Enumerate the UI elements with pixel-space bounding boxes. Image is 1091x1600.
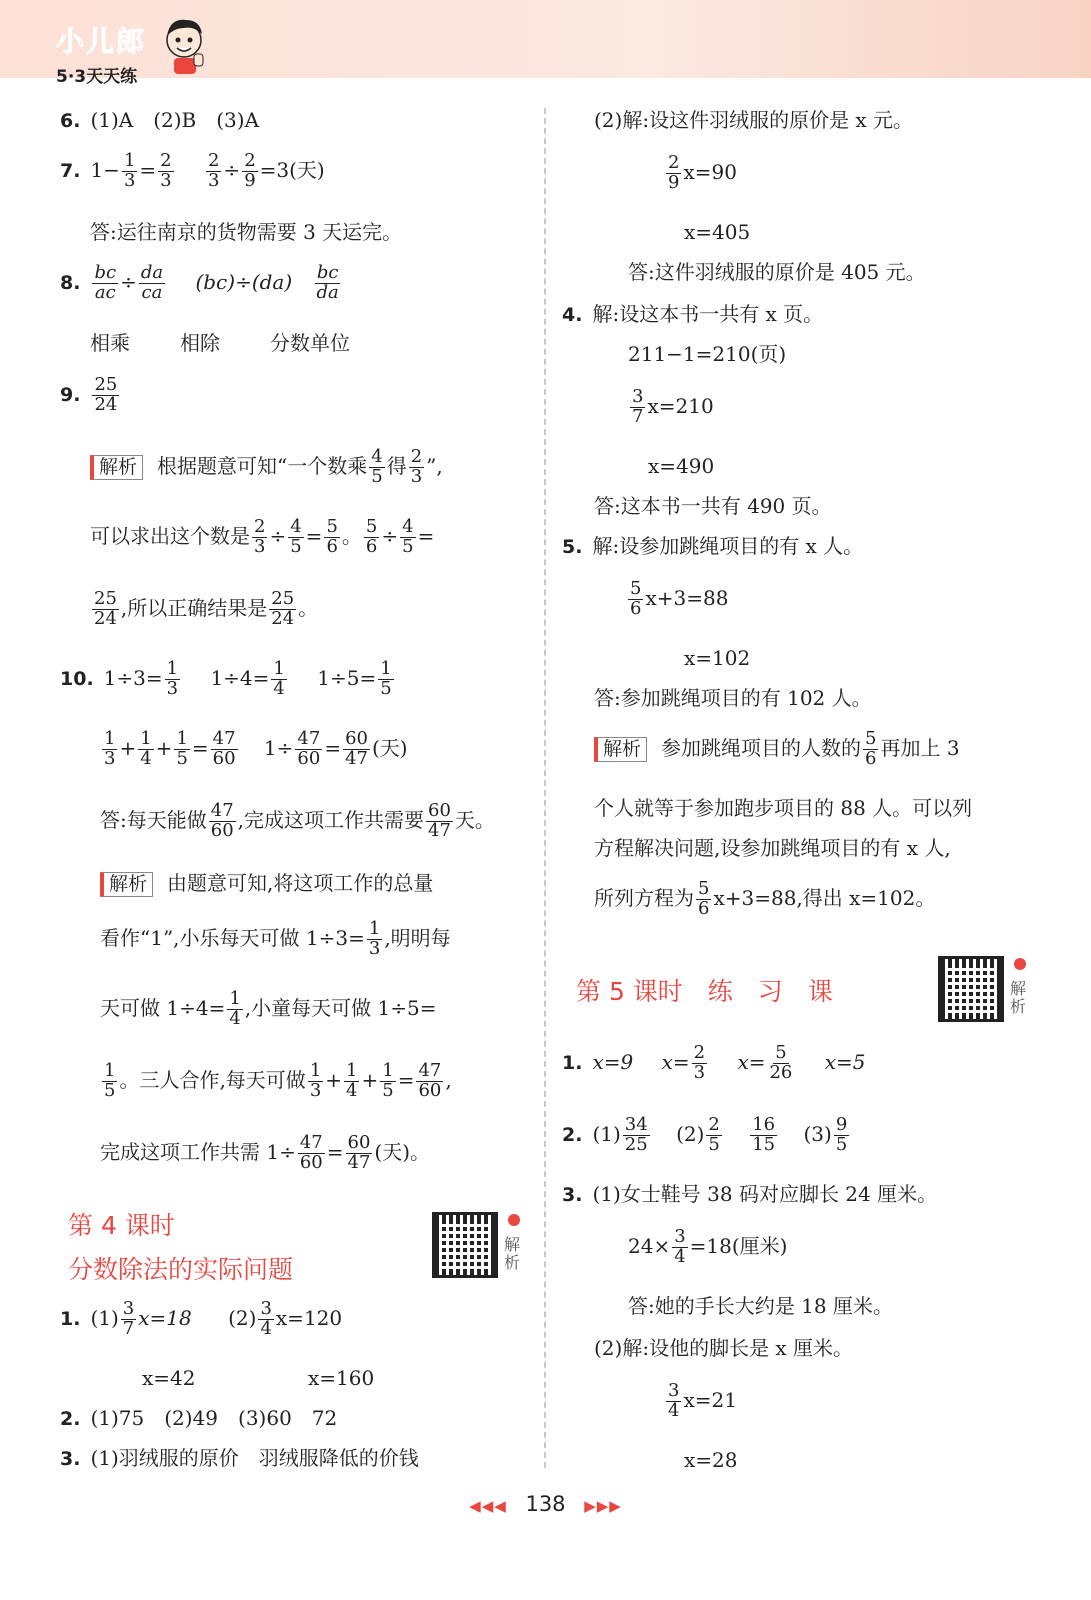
q10-analysis-line1: 解析 由题意可知,将这项工作的总量 [100, 872, 433, 897]
page-number: 138 [525, 1492, 566, 1516]
rq5-analysis-line4: 所列方程为 $\frac{5}{6}$ x+3=88,得出 x=102。 [594, 878, 936, 919]
rq4-answer: 答:这本书一共有 490 页。 [594, 494, 832, 518]
rq5-line3: x=102 [684, 646, 751, 670]
q9-analysis-line1: 解析 根据题意可知“一个数乘 $\frac{4}{5}$ 得 $\frac{2}{3}$ ”, [90, 448, 443, 487]
q9-analysis-line3: $\frac{25}{24}$ ,所以正确结果是 $\frac{25}{24}$ 。 [94, 588, 319, 629]
q10-line1: 10. 1÷3= $\frac{1}{3}$ 1÷4= $\frac{1}{4}$ 1÷5= $\frac{1}{5}$ [60, 658, 392, 699]
l4q1-result1: x=42 [142, 1366, 196, 1390]
q10-line2: $\frac{1}{3}$ + $\frac{1}{4}$ + $\frac{1}{5}$ = $\frac{47}{60}$ 1÷ $\frac{47}{60}$ = $\frac{60}{47}$ (天) [104, 728, 408, 769]
lesson5-title: 第 5 课时 练 习 课 [576, 977, 833, 1006]
rq4-line4: x=490 [648, 454, 715, 478]
rq4-line1: 4. 解:设这本书一共有 x 页。 [562, 302, 824, 326]
series-name: 5·3天天练 [56, 67, 138, 87]
qr-label: 解析 [504, 1235, 521, 1273]
r-eq2: x=405 [684, 220, 751, 244]
q8-words: 相乘 相除 分数单位 [90, 331, 350, 355]
l5q3-line4: (2)解:设他的脚长是 x 厘米。 [594, 1336, 854, 1360]
l5q3-line5: $\frac{3}{4}$ x=21 [668, 1380, 737, 1421]
analysis-tag: 解析 [90, 455, 143, 480]
rq5-answer: 答:参加跳绳项目的有 102 人。 [594, 686, 872, 710]
l5q3-line6: x=28 [684, 1448, 738, 1472]
lesson4-subtitle: 分数除法的实际问题 [68, 1255, 294, 1284]
analysis-tag: 解析 [594, 737, 647, 762]
l4q1-line1: 1. (1) $\frac{3}{7}$ x=18 (2) $\frac{3}{4}$ x=120 [60, 1298, 343, 1339]
q8-equation: 8. $\frac{bc}{ac}$ ÷ $\frac{da}{ca}$ (bc)÷(da) $\frac{bc}{da}$ [60, 262, 339, 303]
rq5-line2: $\frac{5}{6}$ x+3=88 [630, 578, 729, 619]
play-dot-icon [1014, 958, 1026, 970]
q10-analysis-line4: $\frac{1}{5}$ 。三人合作,每天可做 $\frac{1}{3}$ + $\frac{1}{4}$ + $\frac{1}{5}$ = $\frac{47}{60}$ , [104, 1060, 452, 1101]
qr-code-icon[interactable] [938, 956, 1004, 1022]
l5q2: 2. (1) $\frac{34}{25}$ (2) $\frac{2}{5}$ $\frac{16}{15}$ (3) $\frac{9}{5}$ [562, 1114, 848, 1155]
q10-analysis-line5: 完成这项工作共需 1÷ $\frac{47}{60}$ = $\frac{60}{47}$ (天)。 [100, 1132, 431, 1173]
play-dot-icon [508, 1214, 520, 1226]
rq4-line3: $\frac{3}{7}$ x=210 [632, 386, 714, 427]
lesson4-title: 第 4 课时 [68, 1211, 175, 1240]
q10-analysis-line3: 天可做 1÷4= $\frac{1}{4}$ ,小童每天可做 1÷5= [100, 988, 437, 1029]
q10-answer: 答:每天能做 $\frac{47}{60}$ ,完成这项工作共需要 $\frac{60}{47}$ 天。 [100, 800, 495, 841]
mascot-icon [160, 14, 210, 76]
l5q3-answer: 答:她的手长大约是 18 厘米。 [628, 1294, 893, 1318]
l5q3-line2: 24× $\frac{3}{4}$ =18(厘米) [628, 1226, 788, 1267]
r-line1: (2)解:设这件羽绒服的原价是 x 元。 [594, 108, 914, 132]
q6: 6. (1)A (2)B (3)A [60, 108, 260, 132]
analysis-tag: 解析 [100, 872, 153, 897]
q9-analysis-line2: 可以求出这个数是 $\frac{2}{3}$ ÷ $\frac{4}{5}$ = $\frac{5}{6}$ 。 $\frac{5}{6}$ ÷ $\frac{4}{5}$ = [90, 516, 435, 557]
brand-name: 小儿郎 [56, 25, 147, 58]
rq5-line1: 5. 解:设参加跳绳项目的有 x 人。 [562, 534, 864, 558]
next-arrows-icon[interactable]: ▶▶▶ [584, 1497, 622, 1515]
qr-code-icon[interactable] [432, 1212, 498, 1278]
q10-analysis-line2: 看作“1”,小乐每天可做 1÷3= $\frac{1}{3}$ ,明明每 [100, 918, 451, 959]
page-footer [0, 1492, 1091, 1516]
q9-answer: 9. $\frac{25}{24}$ [60, 374, 118, 415]
q7-equation: 7. 1− $\frac{1}{3}$ = $\frac{2}{3}$ $\frac{2}{3}$ ÷ $\frac{2}{9}$ =3(天) [60, 150, 325, 191]
l5q1: 1. x=9 x= $\frac{2}{3}$ x= $\frac{5}{26}$ x=5 [562, 1042, 866, 1083]
qr-label: 解析 [1010, 979, 1027, 1017]
q7-answer: 答:运往南京的货物需要 3 天运完。 [90, 220, 403, 244]
rq5-analysis-line1: 解析 参加跳绳项目的人数的 $\frac{5}{6}$ 再加上 3 [594, 730, 960, 769]
r-answer: 答:这件羽绒服的原价是 405 元。 [628, 260, 926, 284]
rq5-analysis-line2: 个人就等于参加跑步项目的 88 人。可以列 [594, 796, 973, 820]
rq5-analysis-line3: 方程解决问题,设参加跳绳项目的有 x 人, [594, 836, 951, 860]
l5q3-line1: 3. (1)女士鞋号 38 码对应脚长 24 厘米。 [562, 1182, 938, 1206]
l4q1-result2: x=160 [308, 1366, 375, 1390]
brand-logo [56, 20, 146, 87]
prev-arrows-icon[interactable]: ◀◀◀ [469, 1497, 507, 1515]
l4q2: 2. (1)75 (2)49 (3)60 72 [60, 1406, 338, 1430]
column-divider [544, 108, 546, 1468]
r-eq1: $\frac{2}{9}$ x=90 [668, 152, 737, 193]
l4q3: 3. (1)羽绒服的原价 羽绒服降低的价钱 [60, 1446, 419, 1470]
rq4-line2: 211−1=210(页) [628, 342, 787, 366]
